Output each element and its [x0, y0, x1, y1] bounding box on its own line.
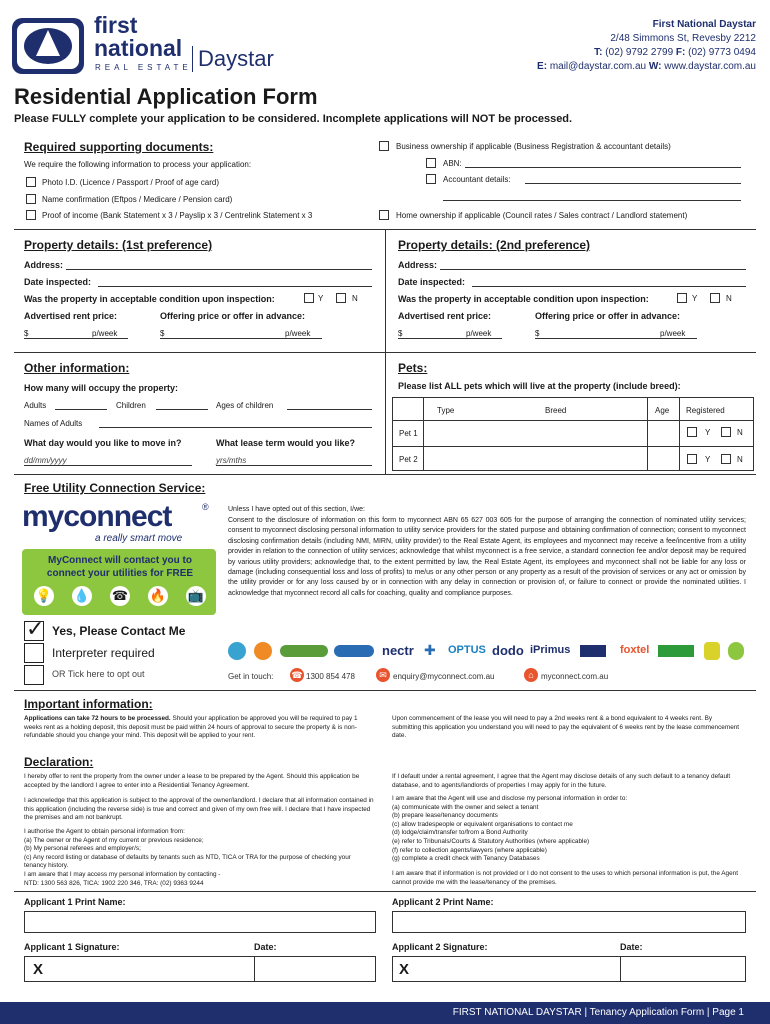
property1-condition-n-checkbox[interactable] [336, 293, 346, 303]
interpreter-label: Interpreter required [52, 646, 155, 660]
children-label: Children [116, 401, 146, 410]
logo-first: first [94, 12, 138, 38]
property1-rent-field[interactable] [24, 338, 128, 339]
property1-date-field[interactable] [98, 286, 372, 287]
logo-divider [192, 46, 193, 72]
property1-offer-perweek: p/week [285, 329, 311, 338]
pet1-registered-y-checkbox[interactable] [687, 427, 697, 437]
property1-y-label: Y [318, 294, 324, 303]
utility-intro: Unless I have opted out of this section, I/we: [228, 506, 365, 513]
property2-offer-field[interactable] [535, 338, 697, 339]
optout-checkbox[interactable] [24, 665, 44, 685]
property1-offer-dollar: $ [160, 329, 165, 338]
provider-logo-icon [334, 645, 374, 657]
property2-rent-dollar: $ [398, 329, 403, 338]
provider-logo-icon [254, 642, 272, 660]
property2-condition-label: Was the property in acceptable condition upon inspection: [398, 294, 649, 304]
pets-col-line-3 [679, 398, 680, 470]
property1-n-label: N [352, 294, 358, 303]
doc-name-confirmation-label: Name confirmation (Eftpos / Medicare / Pension card) [42, 195, 233, 204]
property1-rent-perweek: p/week [92, 329, 118, 338]
pet2-n-label: N [737, 455, 743, 464]
provider-logo-icon [580, 645, 606, 657]
important-left-bold: Applications can take 72 hours to be processed. [24, 715, 171, 722]
tv-icon: 📺 [186, 586, 206, 606]
property1-address-field[interactable] [66, 269, 372, 270]
applicant2-date-label: Date: [620, 942, 643, 952]
registered-icon: ® [202, 502, 209, 512]
provider-dodo: dodo [492, 643, 524, 658]
yes-contact-checkbox[interactable] [24, 616, 45, 641]
names-field[interactable] [99, 427, 372, 428]
pets-col-line-1 [423, 398, 424, 470]
interpreter-checkbox[interactable] [24, 643, 44, 663]
first-national-logo-icon [12, 18, 84, 74]
myconnect-phone[interactable]: 1300 854 478 [306, 672, 355, 681]
myconnect-banner [22, 549, 216, 615]
docs-header: Required supporting documents: [24, 140, 214, 154]
doc-photo-id-label: Photo I.D. (Licence / Passport / Proof of age card) [42, 178, 219, 187]
optout-label: OR Tick here to opt out [52, 669, 145, 679]
property2-condition-n-checkbox[interactable] [710, 293, 720, 303]
office-name: First National Daystar [652, 19, 756, 30]
utility-header: Free Utility Connection Service: [24, 481, 206, 495]
property-divider [385, 229, 386, 352]
declaration-left-2: I acknowledge that this application is subject to the approval of the owner/landlord. I declare that all information contained in this application (including the reverse side) is true and correct and given of my own free will. I declare that I have inspected the premises and am not bankrupt. [24, 797, 374, 822]
provider-logos [228, 640, 748, 664]
utility-icons [30, 584, 210, 610]
yes-contact-label: Yes, Please Contact Me [52, 624, 186, 638]
declaration-left-3: I authorise the Agent to obtain personal information from: (a) The owner or the Agent of my current or previous residence; (b) My personal referees and employer/s; (c) Any record listing or database of defaults by tenants such as NTD, TICA or TRA for the purpose of checking your tenancy history. I am aware that I may access my personal information by contacting - NTD: 1300 563 826, TICA: 1902 220 346, TRA: (02) 9363 9244 [24, 828, 351, 887]
pet2-registered-n-checkbox[interactable] [721, 454, 731, 464]
pets-col-registered: Registered [686, 406, 725, 415]
pet1-n-label: N [737, 428, 743, 437]
property1-header: Property details: (1st preference) [24, 238, 213, 252]
applicant2-signature-label: Applicant 2 Signature: [392, 942, 488, 952]
property2-offer-dollar: $ [535, 329, 540, 338]
applicant1-print-label: Applicant 1 Print Name: [24, 897, 126, 907]
declaration-right-1: If I default under a rental agreement, I agree that the Agent may disclose details of any such default to a tenancy default database, and to agents/landlords of properties I may apply for in the future. [392, 773, 731, 789]
applicant2-date-divider [620, 956, 621, 982]
important-left-text: Should your application be approved you will be required to pay 1 weeks rent as a holding deposit, this deposit must be paid within 24 hours of approval to secure the property & is non-refundable should you change your mind. This deposit will be applied to your rent. [24, 715, 358, 740]
business-ownership-label: Business ownership if applicable (Business Registration & accountant details) [396, 142, 671, 151]
logo-branch: Daystar [198, 46, 274, 71]
applicant1-date-label: Date: [254, 942, 277, 952]
declaration-header: Declaration: [24, 755, 94, 769]
gas-icon: 🔥 [148, 586, 168, 606]
declaration-right-2: I am aware that the Agent will use and disclose my personal information in order to: (a) communicate with the owner and select a tenant (b) prepare lease/tenancy documents (c) allow tradespeople or equivalent organisations to contact me (d) lodge/claim/transfer to/from a Bond Authority (e) refer to Tribunals/Courts & Statutory Authorities (where applicable) (f) refer to collection agents/lawyers (where applicable) (g) complete a credit check with Tenancy Databases [392, 795, 628, 863]
lease-field[interactable] [216, 465, 372, 466]
pet2-y-label: Y [705, 455, 711, 464]
property1-condition-y-checkbox[interactable] [304, 293, 314, 303]
office-email-line: E: mail@daystar.com.au W: www.daystar.com.au [537, 61, 756, 72]
pet1-label: Pet 1 [399, 429, 418, 438]
important-left [24, 715, 376, 741]
business-ownership-checkbox[interactable] [379, 141, 389, 151]
logo-real-estate: REAL ESTATE [95, 63, 192, 72]
lease-format: yrs/mths [216, 456, 247, 465]
phone-icon: ☎ [291, 670, 303, 680]
other-bottom-rule [14, 474, 756, 475]
telstra-icon: ✚ [424, 642, 436, 658]
office-phone: (02) 9792 2799 [605, 47, 674, 58]
form-subtitle: Please FULLY complete your application to be considered. Incomplete applications will NOT be processed. [14, 113, 573, 125]
property2-offer-perweek: p/week [660, 329, 686, 338]
email-icon: ✉ [376, 668, 390, 682]
property2-rent-field[interactable] [398, 338, 502, 339]
office-fax: (02) 9773 0494 [688, 47, 756, 58]
ages-field[interactable] [287, 409, 372, 410]
property2-header: Property details: (2nd preference) [398, 238, 591, 252]
provider-iprimus: iPrimus [530, 644, 571, 656]
pets-intro: Please list ALL pets which will live at the property (include breed): [398, 381, 681, 391]
important-right: Upon commencement of the lease you will need to pay a 2nd weeks rent & a bond equivalent to 4 weeks rent. By submitting this application you understand you will need to pay the equivalent of 6 weeks rent by the lease commencement date. [392, 715, 740, 740]
pet1-y-label: Y [705, 428, 711, 437]
provider-logo-icon [728, 642, 744, 660]
property2-rent-label: Advertised rent price: [398, 311, 492, 321]
doc-name-confirmation-checkbox[interactable] [26, 194, 36, 204]
provider-foxtel: foxtel [620, 644, 650, 656]
provider-nectr: nectr [382, 643, 414, 658]
electricity-icon: 💡 [34, 586, 54, 606]
movein-format: dd/mm/yyyy [24, 456, 67, 465]
office-phone-line: T: (02) 9792 2799 F: (02) 9773 0494 [594, 47, 756, 58]
web-icon: ⌂ [524, 668, 538, 682]
home-ownership-label: Home ownership if applicable (Council rates / Sales contract / Landlord statement) [396, 211, 688, 220]
lease-label: What lease term would you like? [216, 438, 356, 448]
home-ownership-checkbox[interactable] [379, 210, 389, 220]
occupy-label: How many will occupy the property: [24, 383, 179, 393]
provider-logo-icon [228, 642, 246, 660]
water-icon: 💧 [72, 586, 92, 606]
applicant1-date-divider [254, 956, 255, 982]
logo-national: national [94, 35, 183, 61]
property2-n-label: N [726, 294, 732, 303]
declaration-right-3: I am aware that if information is not provided or I do not consent to the uses to which personal information is put, the Agent cannot provide me with the lease/tenancy of the premises. [392, 870, 738, 886]
property2-address-field[interactable] [440, 269, 746, 270]
accountant-checkbox[interactable] [426, 174, 436, 184]
utility-consent-text: Consent to the disclosure of information on this form to myconnect ABN 65 627 003 605 for the purpose of arranging the connection of nominated utility services; consent to myconnect disclosing personal information to utility service providers for the stated purpose and obtaining confirmation of connection; consent to myconnect disclosing confirmation details (including NMI, MIRN, utility provider) to the Real Estate Agent, its employees and myconnect may receive a fee/incentive from a utility provider in relation to the connection of utility services; acknowledge that whilst myconnect is a free service, a standard connection fee and/or deposit may be required by various utility providers; acknowledge that, to the extent permitted by law, the Real Estate Agent, its employees and myconnect shall not be liable for any loss or damage (including consequential loss and loss of profits) to me/us or any other person or any property as a result of the provision of services or any act or omission by the utility provider or for any loss caused by or in connection with any delay in connection or provision of, or failure to connect or provide the nominated utilities. I acknowledge that myconnect record all calls for coaching, quality and compliance purposes. [228, 517, 746, 597]
accountant-label: Accountant details: [443, 175, 511, 184]
myconnect-wordmark: myconnect [22, 500, 172, 533]
property2-offer-label: Offering price or offer in advance: [535, 311, 681, 321]
form-title: Residential Application Form [14, 84, 318, 109]
footer-text: FIRST NATIONAL DAYSTAR | Tenancy Application Form | Page 1 [452, 1007, 744, 1018]
abn-label: ABN: [443, 159, 462, 168]
office-details [537, 18, 756, 74]
property2-address-label: Address: [398, 260, 438, 270]
applicant1-signature-label: Applicant 1 Signature: [24, 942, 120, 952]
property2-date-field[interactable] [472, 286, 746, 287]
declaration-left-1: I hereby offer to rent the property from the owner under a lease to be prepared by the Agent. Should this application be accepted by the landlord I agree to enter into a Residential Tenancy Agreement. [24, 773, 360, 789]
provider-optus: OPTUS [448, 644, 486, 656]
office-web[interactable]: www.daystar.com.au [664, 61, 756, 72]
property1-rent-label: Advertised rent price: [24, 311, 118, 321]
utility-bottom-rule [14, 690, 756, 691]
pets-row-line-1 [393, 420, 753, 421]
provider-logo-icon [658, 645, 694, 657]
doc-photo-id-checkbox[interactable] [26, 177, 36, 187]
property1-rent-dollar: $ [24, 329, 29, 338]
property1-date-label: Date inspected: [24, 277, 92, 287]
declaration-bottom-rule [14, 891, 756, 892]
abn-checkbox[interactable] [426, 158, 436, 168]
office-email[interactable]: mail@daystar.com.au [549, 61, 647, 72]
applicant2-print-label: Applicant 2 Print Name: [392, 897, 494, 907]
accountant-field[interactable] [525, 183, 741, 184]
pets-col-breed: Breed [545, 406, 567, 415]
provider-logo-icon [280, 645, 328, 657]
pet2-label: Pet 2 [399, 455, 418, 464]
property1-offer-field[interactable] [160, 338, 322, 339]
property2-condition-y-checkbox[interactable] [677, 293, 687, 303]
movein-field[interactable] [24, 465, 192, 466]
phone-icon: ☎ [110, 586, 130, 606]
logo [12, 14, 302, 76]
accountant-field-2[interactable] [443, 200, 741, 201]
pets-header: Pets: [398, 361, 428, 375]
property2-date-label: Date inspected: [398, 277, 466, 287]
provider-logo-icon [704, 642, 720, 660]
adults-field[interactable] [55, 409, 107, 410]
ages-label: Ages of children [216, 401, 274, 410]
property1-condition-label: Was the property in acceptable condition upon inspection: [24, 294, 275, 304]
doc-proof-income-checkbox[interactable] [26, 210, 36, 220]
property1-offer-label: Offering price or offer in advance: [160, 311, 306, 321]
property2-rent-perweek: p/week [466, 329, 492, 338]
children-field[interactable] [156, 409, 208, 410]
myconnect-tagline: a really smart move [95, 533, 183, 544]
important-header: Important information: [24, 697, 153, 711]
property1-address-label: Address: [24, 260, 64, 270]
applicant1-print-field[interactable] [24, 911, 376, 933]
pet1-registered-n-checkbox[interactable] [721, 427, 731, 437]
myconnect-email[interactable]: enquiry@myconnect.com.au [393, 672, 495, 681]
getintouch-label: Get in touch: [228, 672, 274, 681]
other-divider [385, 352, 386, 474]
names-label: Names of Adults [24, 419, 83, 428]
applicant1-x-mark: X [33, 961, 44, 978]
docs-intro: We require the following information to process your application: [24, 160, 252, 169]
other-header: Other information: [24, 361, 130, 375]
checkmark-icon: ✓ [26, 616, 45, 641]
applicant2-print-field[interactable] [392, 911, 746, 933]
doc-proof-income-label: Proof of income (Bank Statement x 3 / Payslip x 3 / Centrelink Statement x 3 [42, 211, 313, 220]
pets-col-age: Age [655, 406, 670, 415]
footer-bar [0, 1002, 770, 1024]
abn-field[interactable] [465, 167, 741, 168]
adults-label: Adults [24, 401, 47, 410]
applicant1-signature-field[interactable] [24, 956, 376, 982]
office-address: 2/48 Simmons St, Revesby 2212 [610, 33, 756, 44]
pet2-registered-y-checkbox[interactable] [687, 454, 697, 464]
pets-col-type: Type [437, 406, 455, 415]
myconnect-web[interactable]: myconnect.com.au [541, 672, 609, 681]
movein-label: What day would you like to move in? [24, 438, 182, 448]
myconnect-logo [22, 500, 216, 548]
applicant2-signature-field[interactable] [392, 956, 746, 982]
myconnect-banner-text: MyConnect will contact you to connect your utilities for FREE [46, 555, 194, 579]
pets-table [392, 397, 754, 471]
pets-row-line-2 [393, 446, 753, 447]
property2-y-label: Y [692, 294, 698, 303]
pets-col-line-2 [647, 398, 648, 470]
applicant2-x-mark: X [399, 961, 410, 978]
